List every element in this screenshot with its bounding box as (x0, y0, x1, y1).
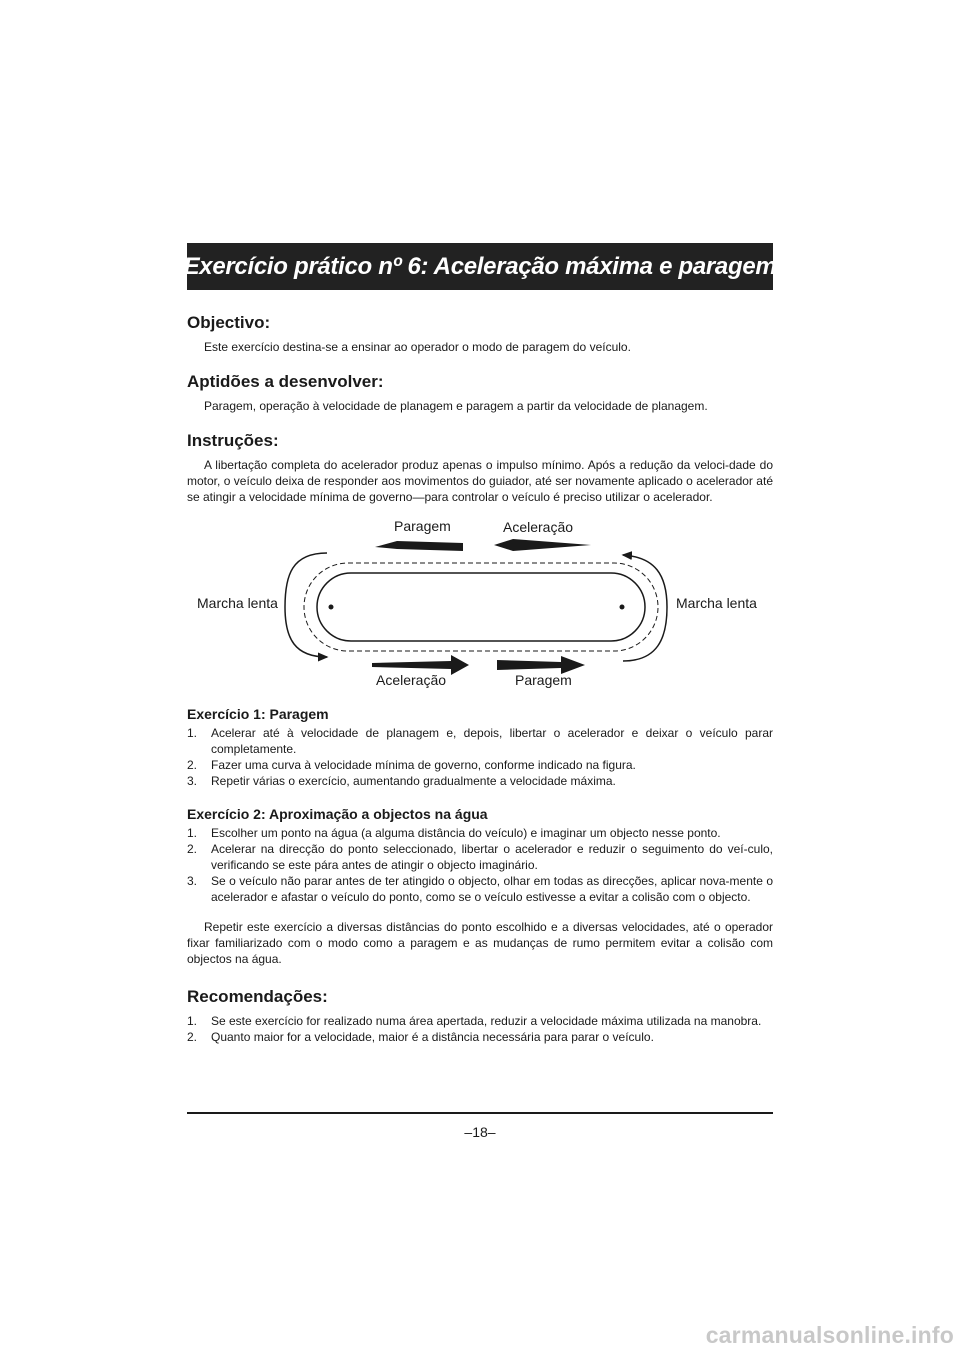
list-item (187, 1013, 773, 1029)
list-text: Acelerar até à velocidade de planagem e, depois, libertar o acelerador e deixar o veículo parar completamente. (211, 726, 773, 756)
instructions-text: A libertação completa do acelerador produz apenas o impulso mínimo. Após a redução da veloci-dade do motor, o veículo deixa de responder aos movimentos do guiador, até ser novamente aplicado o acelerador até se atingir a velocidade mínima de governo—para controlar o veículo é preciso utilizar o acelerador. (187, 458, 773, 504)
list-number: 3. (187, 874, 198, 888)
maneuver-diagram (187, 515, 773, 697)
recommendations-list (187, 1013, 773, 1045)
recommendations-heading: Recomendações: (187, 987, 328, 1006)
list-number: 1. (187, 1014, 198, 1028)
label-left-idle: Marcha lenta (197, 595, 278, 611)
list-number: 1. (187, 726, 198, 740)
list-text: Quanto maior for a velocidade, maior é a distância necessária para parar o veículo. (211, 1030, 654, 1044)
label-top-stop: Paragem (394, 518, 451, 534)
label-right-idle: Marcha lenta (676, 595, 757, 611)
watermark: carmanualsonline.info (705, 1322, 954, 1348)
list-item (187, 757, 773, 773)
page-title: Exercício prático nº 6: Aceleração máxima e paragem (183, 252, 777, 280)
list-text: Fazer uma curva à velocidade mínima de governo, conforme indicado na figura. (211, 758, 636, 772)
label-bottom-stop: Paragem (515, 672, 572, 688)
main-content (187, 312, 773, 1045)
dashed-path (304, 563, 658, 651)
skills-text: Paragem, operação à velocidade de planagem e paragem a partir da velocidade de planagem. (204, 399, 708, 413)
list-number: 3. (187, 774, 198, 788)
instructions-section (187, 430, 773, 505)
top-stop-arrow (375, 541, 463, 551)
exercise1-section (187, 705, 773, 789)
exercise1-list (187, 725, 773, 789)
list-number: 1. (187, 826, 198, 840)
exercise2-section (187, 805, 773, 967)
objective-text: Este exercício destina-se a ensinar ao operador o modo de paragem do veículo. (204, 340, 631, 354)
list-text: Repetir várias o exercício, aumentando gradualmente a velocidade máxima. (211, 774, 616, 788)
list-number: 2. (187, 842, 198, 856)
label-top-accel: Aceleração (503, 519, 574, 535)
list-item (187, 873, 773, 905)
objective-section (187, 312, 773, 355)
page-number: –18– (464, 1124, 496, 1140)
recommendations-section (187, 986, 773, 1045)
objective-heading: Objectivo: (187, 313, 271, 332)
list-text: Escolher um ponto na água (a alguma distância do veículo) e imaginar um objecto nesse ponto. (211, 826, 721, 840)
list-text: Acelerar na direcção do ponto seleccionado, libertar o acelerador e reduzir o seguimento do veí-culo, verificando se este pára antes de atingir o objecto imaginário. (211, 842, 773, 872)
instructions-heading: Instruções: (187, 431, 279, 450)
list-item (187, 841, 773, 873)
skills-heading: Aptidões a desenvolver: (187, 372, 384, 391)
list-item (187, 825, 773, 841)
exercise1-heading: Exercício 1: Paragem (187, 706, 329, 722)
footer-divider (187, 1112, 773, 1114)
exercise2-heading: Exercício 2: Aproximação a objectos na água (187, 806, 488, 822)
skills-section (187, 371, 773, 414)
label-bottom-accel: Aceleração (376, 672, 447, 688)
title-banner (183, 243, 777, 290)
list-number: 2. (187, 758, 198, 772)
right-turn-point (620, 605, 625, 610)
list-number: 2. (187, 1030, 198, 1044)
list-item (187, 773, 773, 789)
exercise2-paragraph: Repetir este exercício a diversas distâncias do ponto escolhido e a diversas velocidades, até o operador fixar familiarizado com o modo como a paragem e as mudanças de rumo permitem evitar a colisão com objectos na água. (187, 920, 773, 966)
exercise2-list (187, 825, 773, 905)
top-accel-arrow (494, 539, 591, 551)
list-item (187, 725, 773, 757)
track-outline (317, 573, 645, 641)
list-text: Se este exercício for realizado numa área apertada, reduzir a velocidade máxima utilizada na manobra. (211, 1014, 762, 1028)
list-text: Se o veículo não parar antes de ter atingido o objecto, olhar em todas as direcções, aplicar nova-mente o acelerador e afastar o veículo do ponto, como se o veículo estivesse a evitar a colisão com o objecto. (211, 874, 773, 904)
list-item (187, 1029, 773, 1045)
left-turn-point (329, 605, 334, 610)
